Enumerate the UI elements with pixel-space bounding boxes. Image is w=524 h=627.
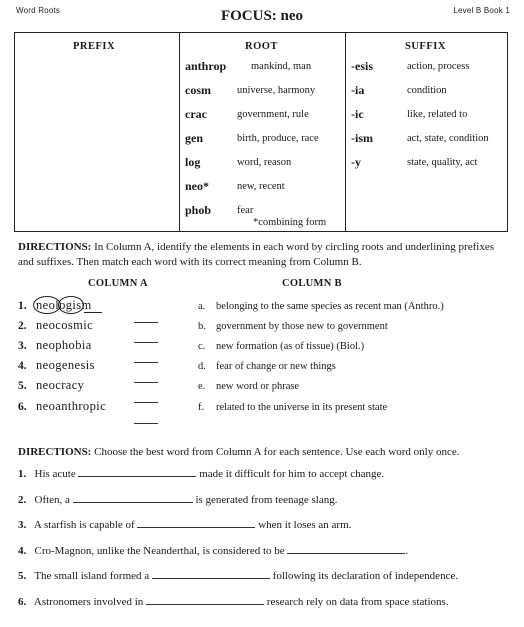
answer-blank[interactable] (134, 310, 158, 328)
column-b-letter: d. (198, 361, 206, 372)
sentence-blank[interactable] (146, 604, 264, 605)
column-a-word: neologism (36, 298, 92, 312)
root-meaning: mankind, man (251, 61, 312, 72)
suffix-word: -esis (351, 59, 373, 73)
item-number: 4. (18, 360, 27, 372)
root-word: anthrop (185, 59, 227, 73)
sentence-text-before: Cro-Magnon, unlike the Neanderthal, is considered to be (34, 545, 285, 557)
word-elements-table (14, 32, 508, 232)
directions-label: DIRECTIONS: (18, 446, 92, 458)
column-b-definition: related to the universe in its present state (216, 402, 388, 413)
page-title: FOCUS: neo (220, 8, 304, 24)
suffix-meaning: state, quality, act (407, 157, 478, 168)
column-b-letter: c. (198, 341, 206, 352)
table-divider-1 (179, 33, 180, 231)
sentence-item (18, 468, 384, 480)
root-word: neo* (185, 179, 209, 193)
sentence-text-after: when it loses an arm. (258, 519, 352, 531)
answer-blank[interactable] (134, 370, 158, 388)
column-b-letter: f. (198, 402, 205, 413)
column-a-word: neocosmic (36, 318, 94, 332)
suffix-word: -ia (351, 83, 365, 97)
sentence-blank[interactable] (73, 502, 193, 503)
column-b-letter: a. (198, 301, 206, 312)
column-b-letter: b. (198, 321, 206, 332)
directions-text: Choose the best word from Column A for each sentence. Use each word only once. (91, 446, 460, 458)
item-number: 6. (18, 401, 27, 413)
answer-blank[interactable] (134, 411, 158, 429)
root-word: cosm (185, 83, 211, 97)
combining-form-note: *combining form (253, 217, 327, 228)
sentence-number: 6. (18, 596, 27, 608)
sentence-number: 4. (18, 545, 27, 557)
suffix-word: -ic (351, 107, 364, 121)
root-word: log (185, 155, 201, 169)
sentence-number: 2. (18, 494, 27, 506)
sentence-number: 1. (18, 468, 27, 480)
worksheet-series-label: Word Roots (16, 6, 61, 15)
suffix-meaning: act, state, condition (407, 133, 489, 144)
sentence-text-after: research rely on data from space stations. (266, 596, 449, 608)
suffix-word: -y (351, 155, 361, 169)
sentence-item (18, 494, 337, 506)
root-meaning: government, rule (237, 109, 309, 120)
prefix-header: PREFIX (73, 41, 116, 52)
directions-sentences (18, 445, 506, 460)
handwritten-circle-neo (33, 296, 61, 314)
root-meaning: birth, produce, race (237, 133, 319, 144)
column-b-definition: new formation (as of tissue) (Biol.) (216, 341, 365, 352)
sentence-text-before: A starfish is capable of (33, 519, 135, 531)
column-b-definition: government by those new to government (216, 321, 388, 332)
sentence-text-after: is generated from teenage slang. (195, 494, 338, 506)
directions-label: DIRECTIONS: (18, 241, 92, 253)
suffix-header: SUFFIX (405, 41, 446, 52)
item-number: 5. (18, 380, 27, 392)
column-a-word: neophobia (36, 338, 92, 352)
sentence-text-after: . (405, 545, 409, 557)
suffix-meaning: action, process (407, 61, 470, 72)
column-b-definition: fear of change or new things (216, 361, 336, 372)
directions-text: In Column A, identify the elements in each word by circling roots and underlining prefixes and suffixes. Then match each word with its correct meaning from Column B. (18, 241, 494, 268)
root-word: crac (185, 107, 207, 121)
root-header: ROOT (245, 41, 278, 52)
sentence-number: 3. (18, 519, 27, 531)
root-meaning: universe, harmony (237, 85, 316, 96)
sentence-blank[interactable] (287, 553, 405, 554)
sentence-text-after: made it difficult for him to accept change. (199, 468, 385, 480)
level-book-label: Level B Book 1 (453, 6, 510, 15)
suffix-word: -ism (351, 131, 373, 145)
directions-matching (18, 240, 506, 270)
answer-blank[interactable] (134, 350, 158, 368)
handwritten-circle-log (58, 296, 84, 314)
column-a-word: neoanthropic (36, 399, 107, 413)
root-word: gen (185, 131, 203, 145)
sentence-blank[interactable] (78, 476, 196, 477)
suffix-meaning: like, related to (407, 109, 468, 120)
column-b-letter: e. (198, 381, 206, 392)
table-divider-2 (345, 33, 346, 231)
item-number: 3. (18, 340, 27, 352)
sentence-text-after: following its declaration of independence. (272, 570, 459, 582)
suffix-meaning: condition (407, 85, 447, 96)
sentence-text-before: Often, a (34, 494, 70, 506)
sentence-text-before: His acute (34, 468, 76, 480)
column-b-definition: new word or phrase (216, 381, 300, 392)
root-meaning: fear (237, 205, 254, 216)
root-meaning: new, recent (237, 181, 285, 192)
answer-blank[interactable] (134, 330, 158, 348)
sentence-item (18, 545, 408, 557)
column-b-header: COLUMN B (282, 278, 342, 289)
sentence-item (18, 519, 351, 531)
handwritten-underline-ism (84, 312, 102, 313)
sentence-blank[interactable] (137, 527, 255, 528)
item-number: 1. (18, 300, 27, 312)
item-number: 2. (18, 320, 27, 332)
column-a-word: neocracy (36, 378, 85, 392)
root-word: phob (185, 203, 212, 217)
sentence-item (18, 570, 458, 582)
column-a-word: neogenesis (36, 358, 95, 372)
answer-blank[interactable] (134, 390, 158, 408)
sentence-text-before: The small island formed a (34, 570, 150, 582)
column-a-header: COLUMN A (88, 278, 148, 289)
column-b-definition: belonging to the same species as recent man (Anthro.) (216, 301, 444, 312)
sentence-blank[interactable] (152, 578, 270, 579)
root-meaning: word, reason (237, 157, 292, 168)
sentence-item (18, 596, 449, 608)
sentence-number: 5. (18, 570, 27, 582)
sentence-text-before: Astronomers involved in (33, 596, 144, 608)
